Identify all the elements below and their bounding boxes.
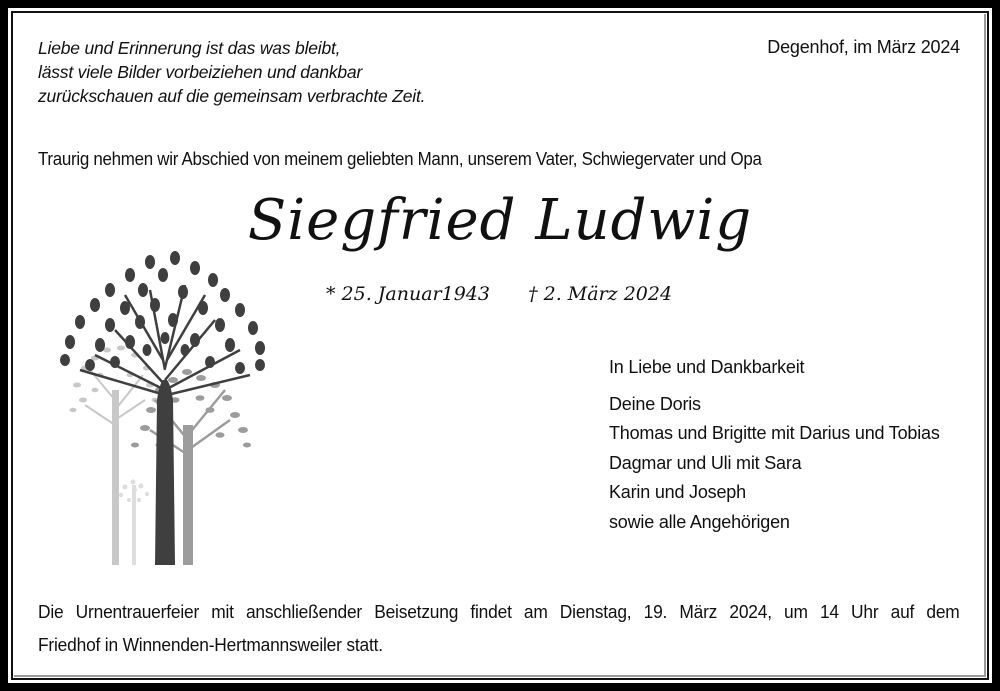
family-signatures: [609, 353, 940, 537]
family-member: Thomas und Brigitte mit Darius und Tobias: [609, 423, 940, 443]
life-dates: [326, 283, 672, 305]
motto-verse: [38, 36, 425, 108]
family-member: Deine Doris: [609, 393, 701, 414]
death-cross-icon: †: [528, 283, 538, 305]
motto-line: lässt viele Bilder vorbeiziehen und dankbar: [38, 62, 363, 82]
pale-tree: [119, 480, 149, 566]
light-tree: [70, 346, 159, 566]
death-date: 2. März 2024: [543, 283, 673, 305]
intro-text: Traurig nehmen wir Abschied von meinem geliebten Mann, unserem Vater, Schwiegervater und Opa: [38, 149, 762, 169]
motto-line: Liebe und Erinnerung ist das was bleibt,: [38, 38, 341, 58]
birth-date: 25. Januar1943: [341, 283, 490, 305]
deceased-name-text: Siegfried Ludwig: [247, 188, 753, 253]
place-and-date: Degenhof, im März 2024: [767, 37, 960, 57]
ceremony-details: [38, 596, 960, 662]
tree-group-icon: [55, 250, 270, 568]
closing-phrase: In Liebe und Dankbarkeit: [609, 357, 805, 377]
family-member: Dagmar und Uli mit Sara: [609, 452, 802, 473]
motto-line: zurückschauen auf die gemeinsam verbrachte Zeit.: [38, 86, 426, 106]
family-member: Karin und Joseph: [609, 482, 746, 502]
birth-symbol-icon: *: [326, 283, 336, 305]
mid-tree: [131, 369, 251, 565]
ceremony-line: Friedhof in Winnenden-Hertmannsweiler statt.: [38, 635, 383, 655]
deceased-name: [0, 188, 1000, 253]
ceremony-line: Die Urnentrauerfeier mit anschließender Beisetzung findet am Dienstag, 19. März 2024, um 14 Uhr auf dem: [38, 602, 960, 622]
family-member: sowie alle Angehörigen: [609, 511, 790, 532]
